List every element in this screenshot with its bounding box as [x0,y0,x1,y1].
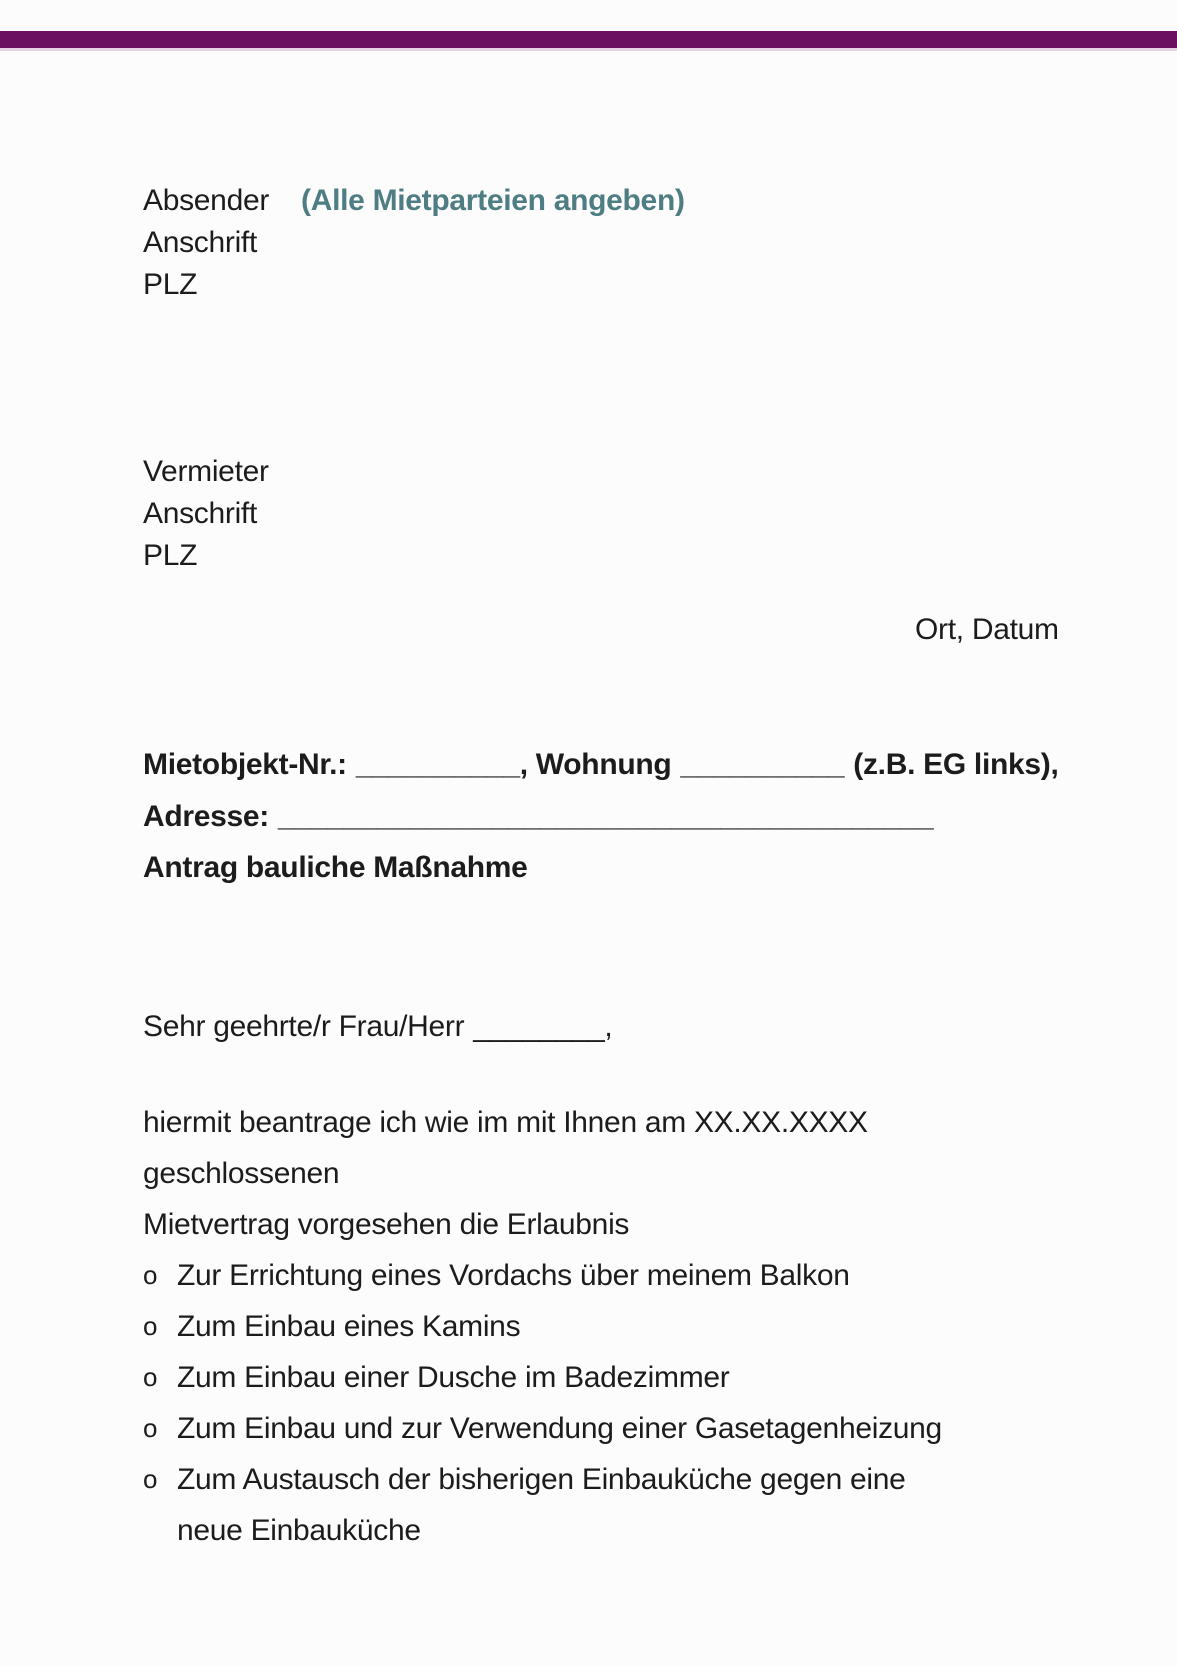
salutation-line [143,1001,612,1052]
address-blank: ________________________________________ [278,800,934,833]
apartment-blank: __________ [680,748,845,781]
bullet-marker: o [143,1311,158,1341]
list-item-text: Zum Austausch der bisherigen Einbauküche gegen eine neue Einbauküche [177,1463,906,1547]
list-item-text: Zur Errichtung eines Vordachs über meinem Balkon [177,1259,850,1292]
list-item [143,1454,973,1556]
list-item-text: Zum Einbau eines Kamins [177,1310,521,1343]
list-item [143,1403,973,1454]
intro-line-1: hiermit beantrage ich wie im mit Ihnen am XX.XX.XXXX geschlossenen [143,1106,868,1190]
landlord-zip-line: PLZ [143,539,198,572]
place-date-label: Ort, Datum [915,613,1059,646]
list-item [143,1352,973,1403]
address-label: Adresse: [143,800,269,833]
salutation-comma: , [604,1010,613,1043]
request-list [143,1250,1003,1556]
letter-body [143,1097,1003,1556]
landlord-label: Vermieter [143,455,269,488]
bullet-marker: o [143,1260,158,1290]
sender-label: Absender [143,184,270,217]
landlord-address-block [143,451,269,577]
list-item-text: Zum Einbau einer Dusche im Badezimmer [177,1361,730,1394]
property-number-blank: __________ [355,748,520,781]
letter-subject-heading: Antrag bauliche Maßnahme [143,851,528,884]
salutation-text: Sehr geehrte/r Frau/Herr [143,1010,465,1043]
list-item [143,1301,973,1352]
sender-line-1 [143,180,685,222]
list-item [143,1250,973,1301]
salutation-blank: ________ [473,1010,605,1043]
top-accent-bar [0,31,1177,48]
intro-paragraph [143,1097,1003,1250]
sender-street-line: Anschrift [143,226,258,259]
intro-line-2: Mietvertrag vorgesehen die Erlaubnis [143,1208,630,1241]
bullet-marker: o [143,1362,158,1392]
apartment-hint: (z.B. EG links), [853,748,1059,781]
address-line [143,791,933,842]
bullet-marker: o [143,1413,158,1443]
sender-zip-line: PLZ [143,268,198,301]
apartment-label: , Wohnung [519,748,672,781]
sender-address-block [143,180,685,306]
list-item-text: Zum Einbau und zur Verwendung einer Gasetagenheizung [177,1412,942,1445]
bullet-marker: o [143,1464,158,1494]
landlord-street-line: Anschrift [143,497,258,530]
sender-note: (Alle Mietparteien angeben) [301,184,685,217]
property-number-line [143,739,1059,790]
property-number-label: Mietobjekt-Nr.: [143,748,347,781]
